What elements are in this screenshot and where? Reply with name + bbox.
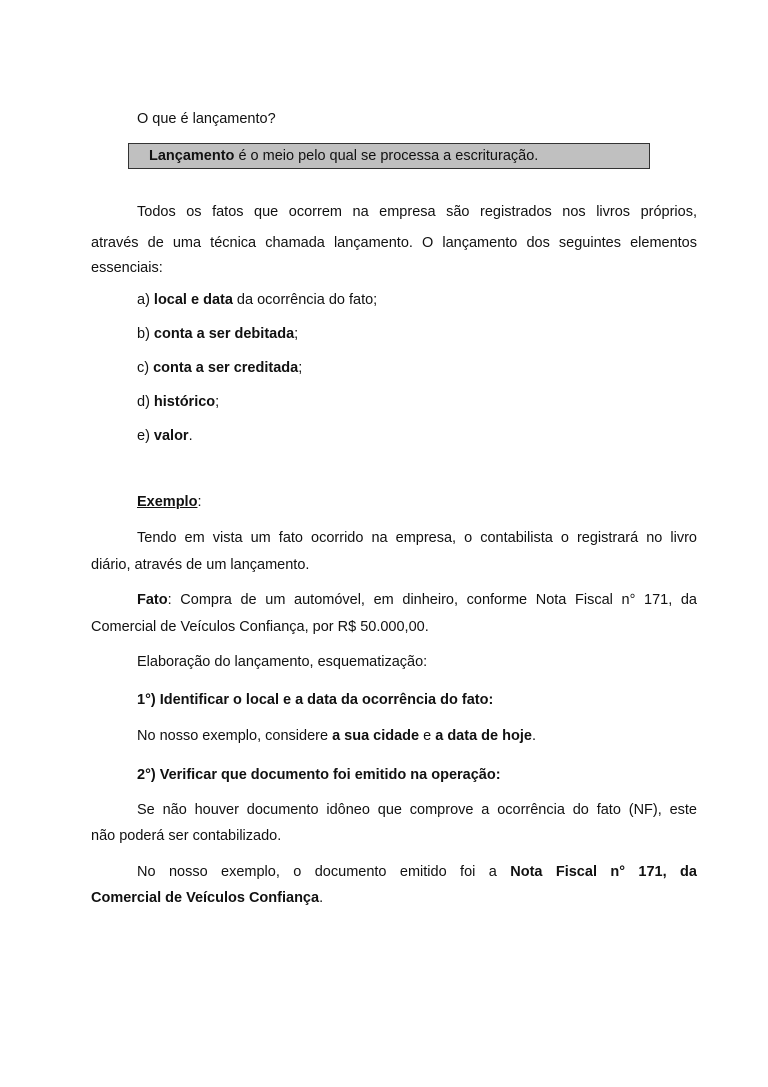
list-item-c: c) conta a ser creditada; [137, 360, 303, 376]
document-line-1: No nosso exemplo, o documento emitido foi a Nota Fiscal n° 171, da [137, 864, 697, 880]
step-2-line-2: não poderá ser contabilizado. [91, 828, 282, 844]
list-item-e: e) valor. [137, 428, 193, 444]
example-paragraph-line-2: diário, através de um lançamento. [91, 557, 310, 573]
example-paragraph-line-1: Tendo em vista um fato ocorrido na empresa, o contabilista o registrará no livro [137, 530, 697, 546]
step-2-line-1: Se não houver documento idôneo que comprove a ocorrência do fato (NF), este [137, 802, 697, 818]
intro-line-1: Todos os fatos que ocorrem na empresa são registrados nos livros próprios, [137, 204, 697, 220]
fato-line-2: Comercial de Veículos Confiança, por R$ 50.000,00. [91, 619, 429, 635]
elaboracao-line: Elaboração do lançamento, esquematização: [137, 654, 428, 670]
list-item-d: d) histórico; [137, 394, 220, 410]
step-1-title: 1°) Identificar o local e a data da ocorrência do fato: [137, 692, 494, 708]
fato-line-1: Fato: Compra de um automóvel, em dinheiro, conforme Nota Fiscal n° 171, da [137, 592, 697, 608]
document-line-2: Comercial de Veículos Confiança. [91, 890, 324, 906]
list-item-b: b) conta a ser debitada; [137, 326, 299, 342]
definition-box [128, 143, 650, 169]
step-2-title: 2°) Verificar que documento foi emitido na operação: [137, 767, 501, 783]
step-1-text: No nosso exemplo, considere a sua cidade e a data de hoje. [137, 728, 536, 744]
intro-line-2: através de uma técnica chamada lançamento. O lançamento dos seguintes elementos [91, 235, 697, 251]
definition-term: Lançamento [149, 148, 235, 164]
question-heading: O que é lançamento? [137, 111, 276, 127]
list-item-a: a) local e data da ocorrência do fato; [137, 292, 378, 308]
definition-text: é o meio pelo qual se processa a escrituração. [234, 148, 539, 164]
intro-line-3: essenciais: [91, 260, 163, 276]
example-heading: Exemplo: [137, 494, 202, 510]
